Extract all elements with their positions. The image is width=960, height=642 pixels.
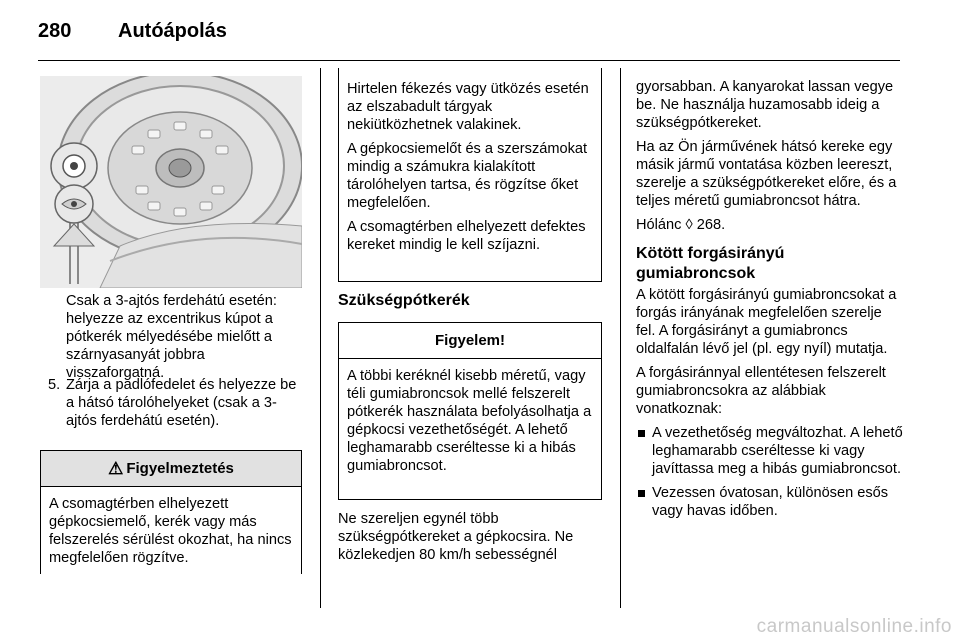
warning-triangle-icon: ⚠ <box>108 458 124 478</box>
page-number: 280 <box>38 20 72 42</box>
notice-text: A többi keréknél kisebb méretű, vagy téli gumiabroncsok mellé felszerelt pótkerék használata befolyásolhatja a gépkocsi vezethetőségét. A lehető leghamarabb cseréltesse ki a hibás gumiabroncsot. <box>347 368 592 474</box>
list-item <box>636 424 904 478</box>
col3-paragraph-4: A kötött forgásirányú gumiabroncsokat a forgás irányának megfelelően szerelje fel. A forgásirányt a gumiabroncs oldalfalán lévő jel (pl. egy nyíl) mutatja. <box>636 287 897 357</box>
bullet-text: A vezethetőség megváltozhat. A lehető leghamarabb cseréltesse ki vagy javíttassa meg a hibás gumiabroncsot. <box>652 425 903 477</box>
section-title-spare-wheel: Szükségpótkerék <box>338 292 470 309</box>
warning-cont-paragraph-3: A csomagtérben elhelyezett defektes kereket mindig le kell szíjazni. <box>347 219 586 253</box>
warning-box-continued <box>338 68 602 282</box>
list-item <box>636 484 904 520</box>
col3-paragraph-1: gyorsabban. A kanyarokat lassan vegye be. Ne használja huzamosabb ideig a szükségpótkereket. <box>636 79 894 131</box>
warning-text: A csomagtérben elhelyezett gépkocsiemelő, kerék vagy más felszerelés sérülést okozhat, ha nincs megfelelően rögzítve. <box>49 496 292 566</box>
caption-text: Csak a 3-ajtós ferdehátú esetén: helyezze az excentrikus kúpot a pótkerék mélyedésébe mielőtt a szárnyasanyát jobbra visszaforgatná. <box>66 293 277 381</box>
spare-wheel-text: Ne szereljen egynél több szükségpótkereket a gépkocsira. Ne közlekedjen 80 km/h sebességnél <box>338 511 574 563</box>
bullet-square-icon <box>638 490 645 497</box>
chapter-title: Autóápolás <box>118 20 227 42</box>
bullet-text: Vezessen óvatosan, különösen esős vagy havas időben. <box>652 485 889 519</box>
numbered-step <box>48 376 306 430</box>
figure-caption <box>66 292 306 388</box>
col3-paragraph-5: A forgásiránnyal ellentétesen felszerelt gumiabroncsokra az alábbiak vonatkoznak: <box>636 365 886 417</box>
header-rule <box>38 60 900 61</box>
column-3 <box>636 78 904 526</box>
bullet-square-icon <box>638 430 645 437</box>
spare-wheel-drawing <box>40 76 302 288</box>
notice-box <box>338 322 602 500</box>
notice-header: Figyelem! <box>339 323 601 359</box>
bullet-list <box>636 424 904 520</box>
snow-chain-reference: Hólánc ◊ 268. <box>636 217 726 233</box>
warning-title: Figyelmeztetés <box>126 460 234 477</box>
warning-box <box>40 450 302 574</box>
warning-cont-paragraph-2: A gépkocsiemelőt és a szerszámokat mindig a számukra kialakított tárolóhelyen tartsa, és rögzítse őket megfelelően. <box>347 141 588 211</box>
warning-cont-paragraph-1: Hirtelen fékezés vagy ütközés esetén az elszabadult tárgyak nekiütközhetnek valakinek. <box>347 81 589 133</box>
column-divider <box>320 68 321 608</box>
section-title-directional-tyres: Kötött forgásirányú gumiabroncsok <box>636 245 785 282</box>
column-divider <box>620 68 621 608</box>
spare-wheel-illustration <box>40 76 302 288</box>
warning-body <box>41 487 301 581</box>
page-header <box>38 14 918 54</box>
warning-header <box>41 451 301 487</box>
notice-body <box>339 359 601 489</box>
step-text: Zárja a padlófedelet és helyezze be a hátsó tárolóhelyeket (csak a 3-ajtós ferdehátú esetén). <box>66 377 297 429</box>
col3-paragraph-2: Ha az Ön járművének hátsó kereke egy másik jármű vontatása közben leereszt, szerelje a szükségpótkereket előre, és a teljes méretű gumiabroncsot hátra. <box>636 139 897 209</box>
watermark: carmanualsonline.info <box>756 616 952 637</box>
step-number: 5. <box>48 377 61 393</box>
spare-wheel-paragraph <box>338 510 602 570</box>
